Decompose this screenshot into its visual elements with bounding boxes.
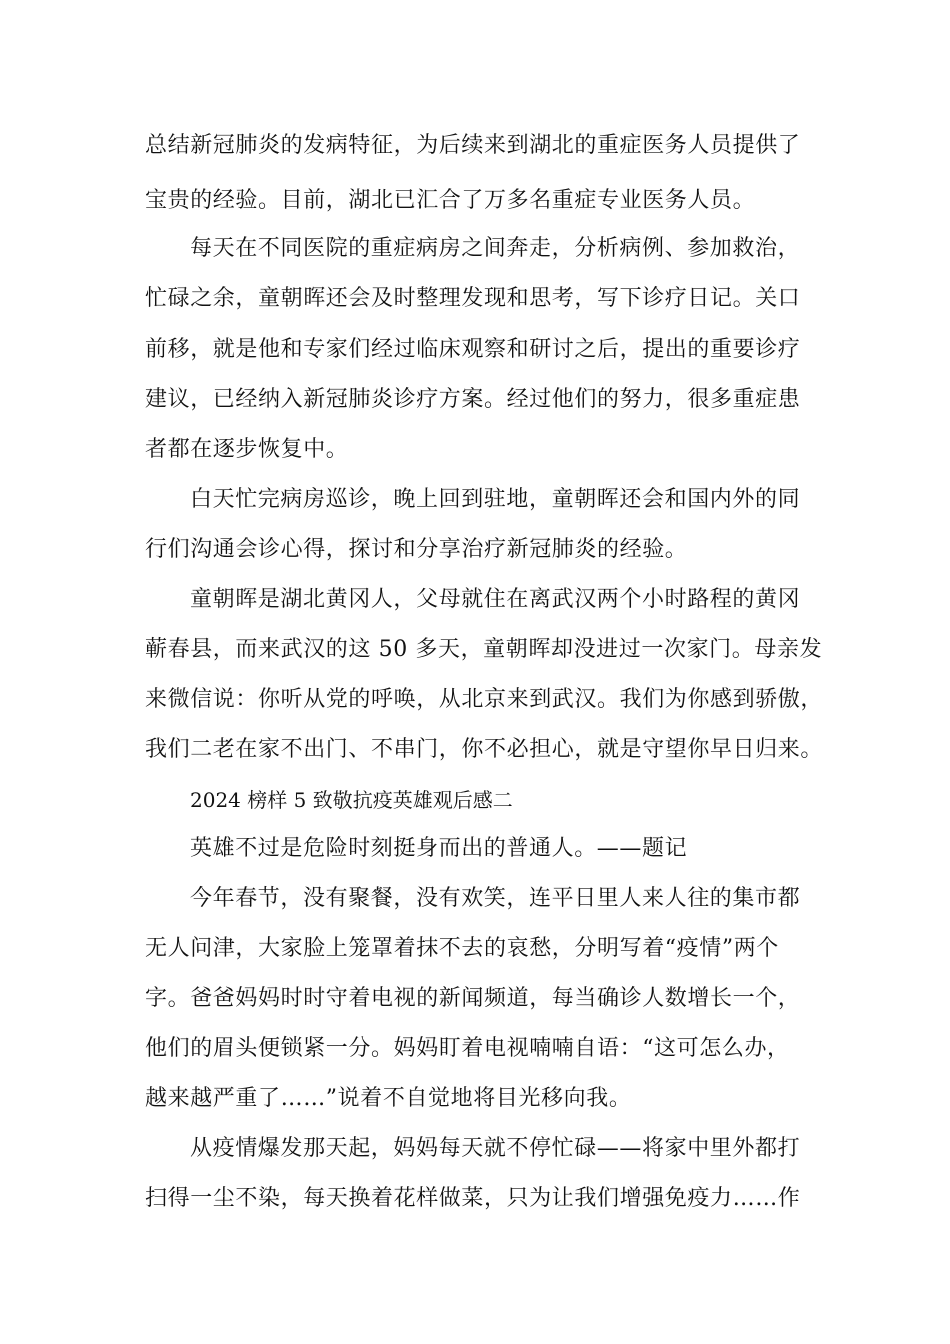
paragraph-start-8: 白天忙完病房巡诊，晚上回到驻地，童朝晖还会和国内外的同 [190, 487, 801, 512]
text-line-6: 建议，已经纳入新冠肺炎诊疗方案。经过他们的努力，很多重症患 [145, 387, 801, 412]
paragraph-start-3: 每天在不同医院的重症病房之间奔走，分析病例、参加救治， [190, 236, 801, 261]
paragraph-start-16: 今年春节，没有聚餐，没有欢笑，连平日里人来人往的集市都 [190, 886, 801, 911]
paragraph-start-10: 童朝晖是湖北黄冈人，父母就住在离武汉两个小时路程的黄冈 [190, 587, 801, 612]
text-line-5: 前移，就是他和专家们经过临床观察和研讨之后，提出的重要诊疗 [145, 337, 801, 362]
text-line-19: 他们的眉头便锁紧一分。妈妈盯着电视喃喃自语：“这可怎么办， [145, 1036, 790, 1061]
text-line-2: 宝贵的经验。目前，湖北已汇合了万多名重症专业医务人员。 [145, 188, 756, 213]
section-heading: 2024 榜样 5 致敬抗疫英雄观后感二 [190, 788, 513, 812]
paragraph-start-21: 从疫情爆发那天起，妈妈每天就不停忙碌——将家中里外都打 [190, 1136, 801, 1161]
text-line-20: 越来越严重了……”说着不自觉地将目光移向我。 [145, 1086, 632, 1111]
text-line-9: 行们沟通会诊心得，探讨和分享治疗新冠肺炎的经验。 [145, 537, 688, 562]
text-line-11: 蕲春县，而来武汉的这 50 多天，童朝晖却没进过一次家门。母亲发 [145, 637, 823, 662]
text-line-12: 来微信说：你听从党的呼唤，从北京来到武汉。我们为你感到骄傲， [145, 687, 824, 712]
text-line-18: 字。爸爸妈妈时时守着电视的新闻频道，每当确诊人数增长一个， [145, 986, 801, 1011]
text-line-22: 扫得一尘不染，每天换着花样做菜，只为让我们增强免疫力……作 [145, 1186, 801, 1211]
epigraph: 英雄不过是危险时刻挺身而出的普通人。——题记 [190, 836, 688, 861]
text-line-17: 无人问津，大家脸上笼罩着抹不去的哀愁，分明写着“疫情”两个 [145, 936, 779, 961]
text-line-13: 我们二老在家不出门、不串门，你不必担心，就是守望你早日归来。 [145, 737, 824, 762]
text-line-1: 总结新冠肺炎的发病特征，为后续来到湖北的重症医务人员提供了 [145, 133, 801, 158]
text-line-4: 忙碌之余，童朝晖还会及时整理发现和思考，写下诊疗日记。关口 [145, 286, 801, 311]
text-line-7: 者都在逐步恢复中。 [145, 437, 349, 462]
